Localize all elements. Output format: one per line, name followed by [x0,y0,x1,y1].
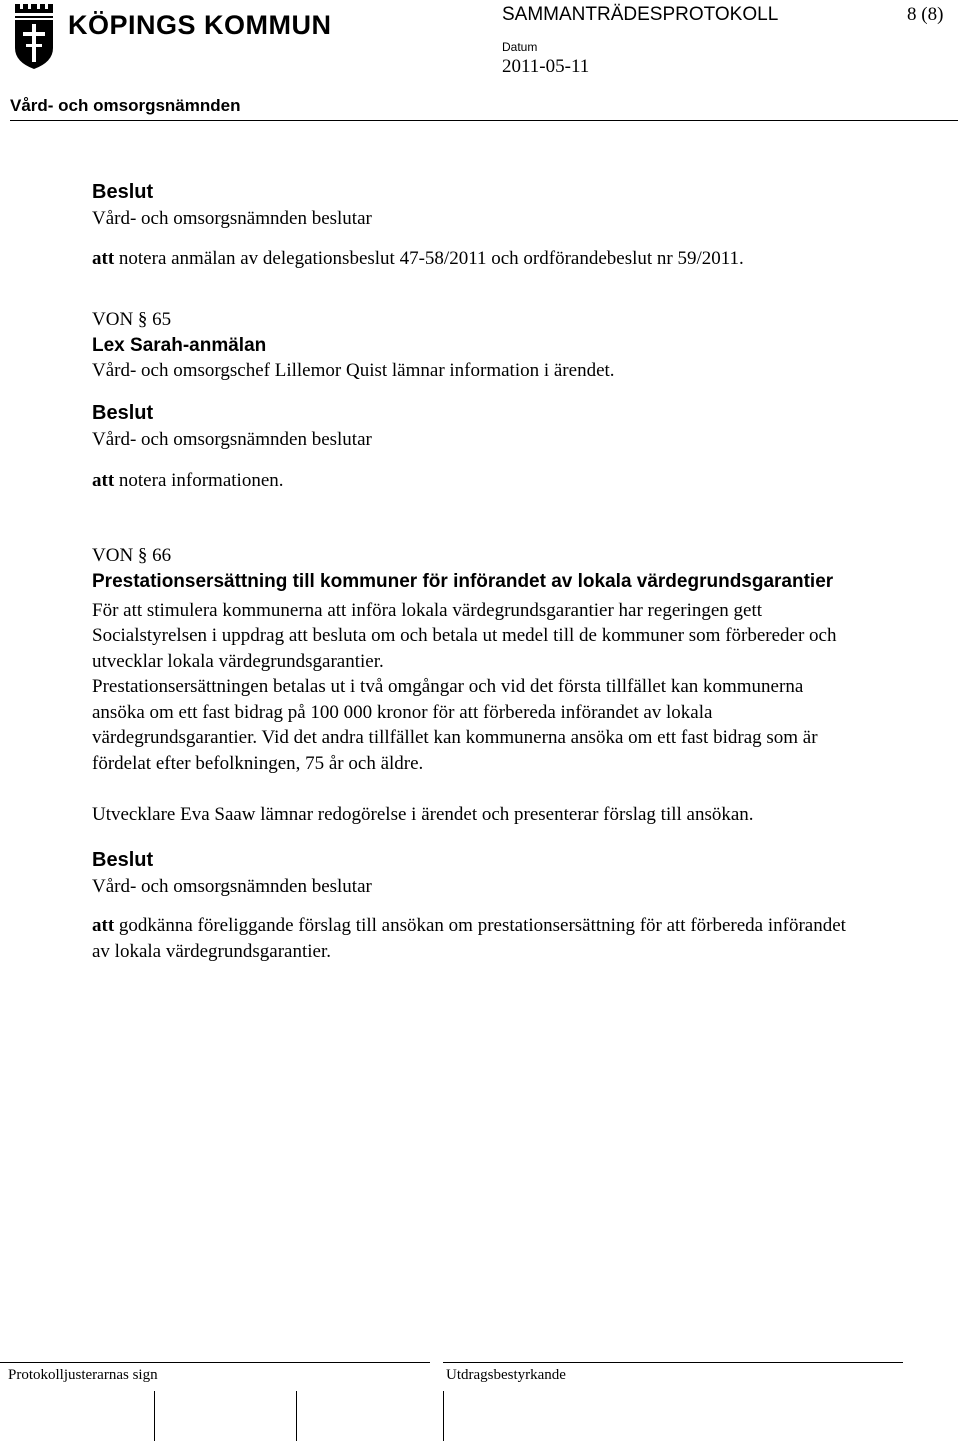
signature-box-divider [296,1391,297,1441]
date-label: Datum [502,40,538,54]
signature-box-divider [154,1391,155,1441]
footer-divider [443,1362,903,1363]
decision-text: notera informationen. [114,469,284,491]
committee-name: Vård- och omsorgsnämnden [10,96,241,115]
decision-paragraph [92,246,852,272]
decision-text: godkänna föreliggande förslag till ansökan om prestationsersättning för att förbereda införandet av lokala värdegrundsgarantier. [92,915,846,962]
decides-line: Vård- och omsorgsnämnden beslutar [92,429,372,450]
certification-label: Utdragsbestyrkande [446,1367,566,1383]
page-number: 8 (8) [907,4,944,25]
body-paragraph: Utvecklare Eva Saaw lämnar redogörelse i ärendet och presenterar förslag till ansökan. [92,804,754,825]
body-paragraph: Prestationsersättningen betalas ut i två omgångar och vid det första tillfället kan kommunerna ansöka om ett fast bidrag på 100 000 kronor för att förbereda införandet av lokala värdegrundsgarantier. Vid det andra tillfället kan kommunerna ansöka om ett fast bidrag som är fördelat efter befolkningen, 75 år och äldre. [92,676,818,774]
item-title: Lex Sarah-anmälan [92,334,267,356]
organization-name: KÖPINGS KOMMUN [68,10,332,40]
coat-of-arms-icon [14,4,54,70]
beslut-heading: Beslut [92,181,154,203]
decision-paragraph [92,913,852,964]
date-value: 2011-05-11 [502,56,590,77]
header-divider [10,120,958,121]
decision-text: notera anmälan av delegationsbeslut 47-58/2011 och ordförandebeslut nr 59/2011. [114,247,744,269]
decides-line: Vård- och omsorgsnämnden beslutar [92,875,372,897]
signature-label: Protokolljusterarnas sign [8,1367,158,1383]
item-title: Prestationsersättning till kommuner för införandet av lokala värdegrundsgarantier [92,570,834,592]
decides-line: Vård- och omsorgsnämnden beslutar [92,208,372,229]
info-line: Vård- och omsorgschef Lillemor Quist lämnar information i ärendet. [92,359,615,381]
decision-paragraph [92,468,852,494]
paragraph-ref: VON § 65 [92,309,172,330]
document-type: SAMMANTRÄDESPROTOKOLL [502,4,779,25]
beslut-heading: Beslut [92,848,154,871]
beslut-heading: Beslut [92,402,154,424]
att-keyword: att [92,915,115,936]
minutes-body [92,178,852,964]
att-keyword: att [92,247,115,269]
footer-divider [0,1362,430,1363]
signature-box-divider [443,1391,444,1441]
att-keyword: att [92,469,115,491]
body-paragraph: För att stimulera kommunerna att införa lokala värdegrundsgarantier har regeringen gett Socialstyrelsen i uppdrag att besluta om och betala ut medel till de kommuner som förbereder och utvecklar lokala värdegrundsgarantier. [92,599,837,672]
paragraph-ref: VON § 66 [92,545,172,566]
